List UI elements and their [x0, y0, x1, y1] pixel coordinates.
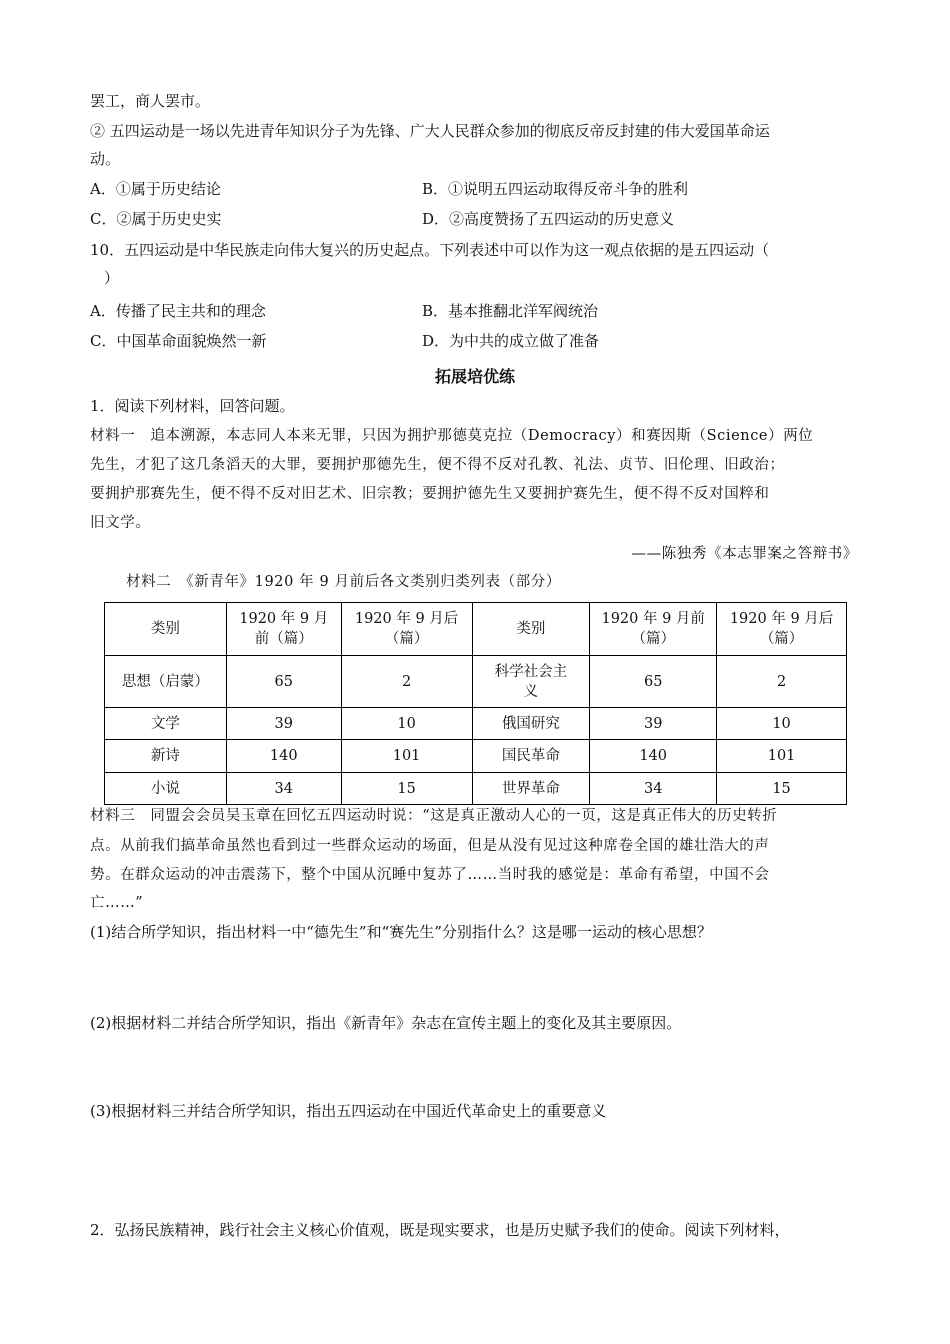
table-row: [105, 708, 847, 740]
q9-option-a[interactable]: A．①属于历史结论: [90, 180, 221, 198]
q9-statement-2-cont: 动。: [90, 150, 121, 168]
q9-option-d[interactable]: D．②高度赞扬了五四运动的历史意义: [422, 210, 675, 228]
table-header: 类别: [105, 603, 227, 656]
p1-material1-source: ——陈独秀《本志罪案之答辩书》: [631, 546, 858, 562]
table-cell: 新诗: [105, 740, 227, 773]
table-header-row: [105, 603, 847, 656]
table-header: 类别: [472, 603, 590, 656]
article-category-table: [104, 602, 847, 805]
table-cell: 101: [717, 740, 847, 773]
table-header: 1920 年 9 月前 （篇）: [590, 603, 717, 656]
table-cell: 65: [590, 656, 717, 708]
p1-subquestion-1: (1)结合所学知识，指出材料一中“德先生”和“赛先生”分别指什么？这是哪一运动的核心思想？: [90, 923, 712, 941]
p1-material3-line: 亡……”: [90, 895, 144, 911]
p1-material2-caption: 材料二 《新青年》1920 年 9 月前后各文类别归类列表（部分）: [126, 574, 562, 590]
p1-material3-line: 势。在群众运动的冲击震荡下，整个中国从沉睡中复苏了……当时我的感觉是：革命有希望，中国不会: [90, 867, 770, 883]
table-cell: 39: [590, 708, 717, 740]
table-cell: 39: [226, 708, 341, 740]
p1-material3-line: 点。从前我们搞革命虽然也看到过一些群众运动的场面，但是从没有见过这种席卷全国的雄壮浩大的声: [90, 838, 770, 854]
table-cell: 思想（启蒙）: [105, 656, 227, 708]
table-cell: 2: [717, 656, 847, 708]
table-row: [105, 740, 847, 773]
p1-subquestion-3: (3)根据材料三并结合所学知识，指出五四运动在中国近代革命史上的重要意义: [90, 1102, 607, 1120]
table-cell: 15: [341, 773, 472, 805]
p1-material1-line: 材料一 追本溯源，本志同人本来无罪，只因为拥护那德莫克拉（Democracy）和赛因斯（Science）两位: [90, 428, 814, 444]
table-cell: 140: [226, 740, 341, 773]
table-header: 1920 年 9 月 前（篇）: [226, 603, 341, 656]
table-cell: 65: [226, 656, 341, 708]
table-header: 1920 年 9 月后 （篇）: [341, 603, 472, 656]
table-cell: 101: [341, 740, 472, 773]
table-cell: 10: [341, 708, 472, 740]
p1-material1-line: 旧文学。: [90, 515, 151, 531]
table-cell: 34: [590, 773, 717, 805]
table-cell: 34: [226, 773, 341, 805]
table-cell: 国民革命: [472, 740, 590, 773]
p1-stem: 1．阅读下列材料，回答问题。: [90, 397, 295, 415]
q9-option-c[interactable]: C．②属于历史史实: [90, 210, 222, 228]
p1-material3-line: 材料三 同盟会会员吴玉章在回忆五四运动时说：“这是真正激动人心的一页，这是真正伟大的历史转折: [90, 808, 778, 824]
table-header: 1920 年 9 月后 （篇）: [717, 603, 847, 656]
p1-subquestion-2: (2)根据材料二并结合所学知识，指出《新青年》杂志在宣传主题上的变化及其主要原因。: [90, 1014, 682, 1032]
table-row: [105, 773, 847, 805]
q10-stem-cont: ）: [104, 269, 120, 287]
q10-option-b[interactable]: B．基本推翻北洋军阀统治: [422, 302, 599, 320]
table-cell: 小说: [105, 773, 227, 805]
q9-line-1: 罢工，商人罢市。: [90, 92, 211, 110]
table-cell: 15: [717, 773, 847, 805]
q10-stem: 10．五四运动是中华民族走向伟大复兴的历史起点。下列表述中可以作为这一观点依据的是五四运动（: [90, 241, 770, 259]
q10-option-c[interactable]: C．中国革命面貌焕然一新: [90, 332, 267, 350]
table-cell: 10: [717, 708, 847, 740]
table-cell: 科学社会主 义: [472, 656, 590, 708]
table-cell: 140: [590, 740, 717, 773]
p2-stem: 2．弘扬民族精神，践行社会主义核心价值观，既是现实要求，也是历史赋予我们的使命。阅读下列材料，: [90, 1221, 790, 1239]
p1-material1-line: 先生，才犯了这几条滔天的大罪，要拥护那德先生，便不得不反对孔教、礼法、贞节、旧伦理、旧政治；: [90, 457, 785, 473]
table-row: [105, 656, 847, 708]
q10-option-d[interactable]: D．为中共的成立做了准备: [422, 332, 600, 350]
section-title: 拓展培优练: [434, 367, 515, 386]
q9-statement-2: ② 五四运动是一场以先进青年知识分子为先锋、广大人民群众参加的彻底反帝反封建的伟大爱国革命运: [90, 122, 770, 140]
table-cell: 2: [341, 656, 472, 708]
q10-option-a[interactable]: A．传播了民主共和的理念: [90, 302, 266, 320]
p1-material1-line: 要拥护那赛先生，便不得不反对旧艺术、旧宗教；要拥护德先生又要拥护赛先生，便不得不反对国粹和: [90, 486, 770, 502]
table-cell: 文学: [105, 708, 227, 740]
q9-option-b[interactable]: B．①说明五四运动取得反帝斗争的胜利: [422, 180, 689, 198]
table-cell: 俄国研究: [472, 708, 590, 740]
table-cell: 世界革命: [472, 773, 590, 805]
